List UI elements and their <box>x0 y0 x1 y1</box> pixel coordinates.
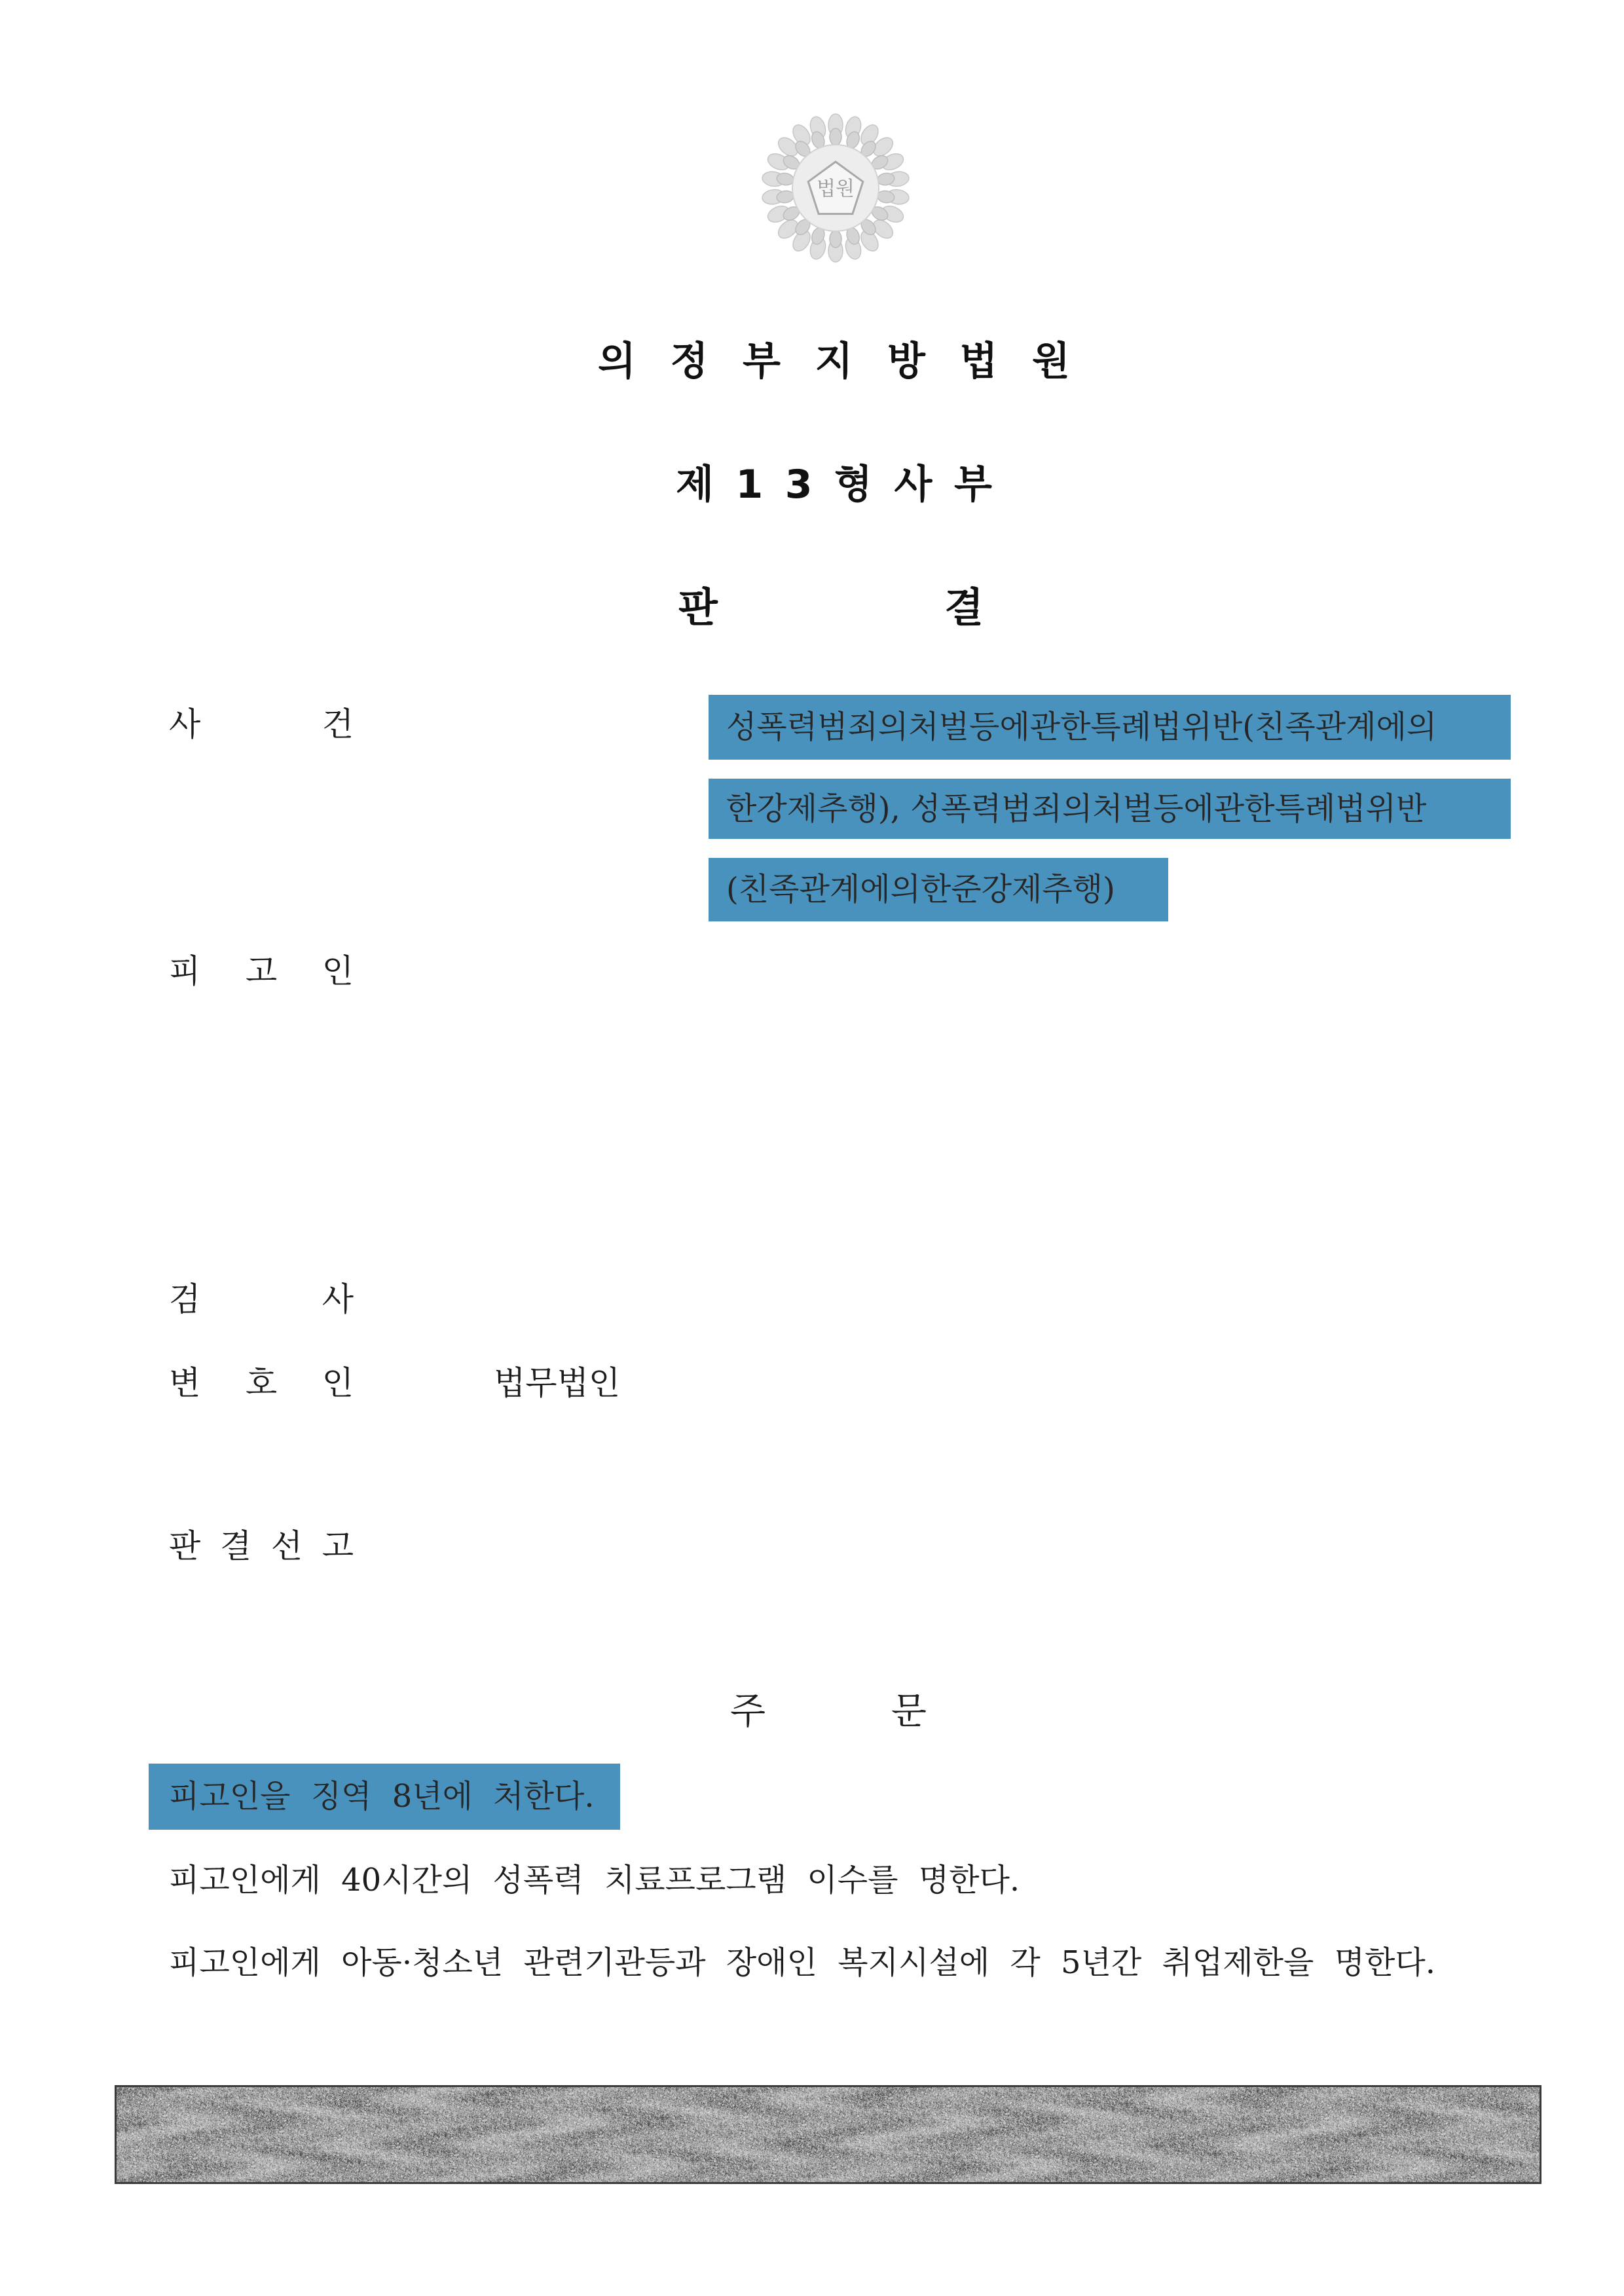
court-name: 의 정 부 지 방 법 원 <box>598 339 1070 384</box>
court-seal-emblem <box>757 113 914 263</box>
counsel-label: 변 호 인 <box>169 1364 354 1402</box>
case-name-line-3: (친족관계에의한준강제추행) <box>709 858 1168 921</box>
case-label: 사 건 <box>169 705 354 743</box>
document-type-heading: 판 결 <box>678 583 984 631</box>
case-name-line-2: 한강제추행), 성폭력범죄의처벌등에관한특례법위반 <box>709 779 1511 839</box>
prosecutor-label: 검 사 <box>169 1280 354 1318</box>
order-line-sentence: 피고인을 징역 8년에 처한다. <box>149 1764 620 1830</box>
defendant-label: 피 고 인 <box>169 952 354 990</box>
counsel-value: 법무법인 <box>494 1364 621 1402</box>
case-name-line-1: 성폭력범죄의처벌등에관한특례법위반(친족관계에의 <box>709 695 1511 760</box>
seal-text: 법원 <box>817 177 855 200</box>
security-pattern-band <box>115 2085 1541 2184</box>
seal-petal <box>830 128 841 145</box>
order-line-treatment: 피고인에게 40시간의 성폭력 치료프로그램 이수를 명한다. <box>169 1862 1020 1898</box>
court-division: 제 1 3 형 사 부 <box>676 462 992 508</box>
security-pattern-noise <box>117 2087 1540 2182</box>
order-line-employment-restriction: 피고인에게 아동·청소년 관련기관등과 장애인 복지시설에 각 5년간 취업제한을 명한다. <box>169 1944 1436 1981</box>
order-heading: 주 문 <box>730 1690 927 1733</box>
sentencing-date-label: 판 결 선 고 <box>169 1527 354 1565</box>
seal-petal <box>830 231 841 248</box>
